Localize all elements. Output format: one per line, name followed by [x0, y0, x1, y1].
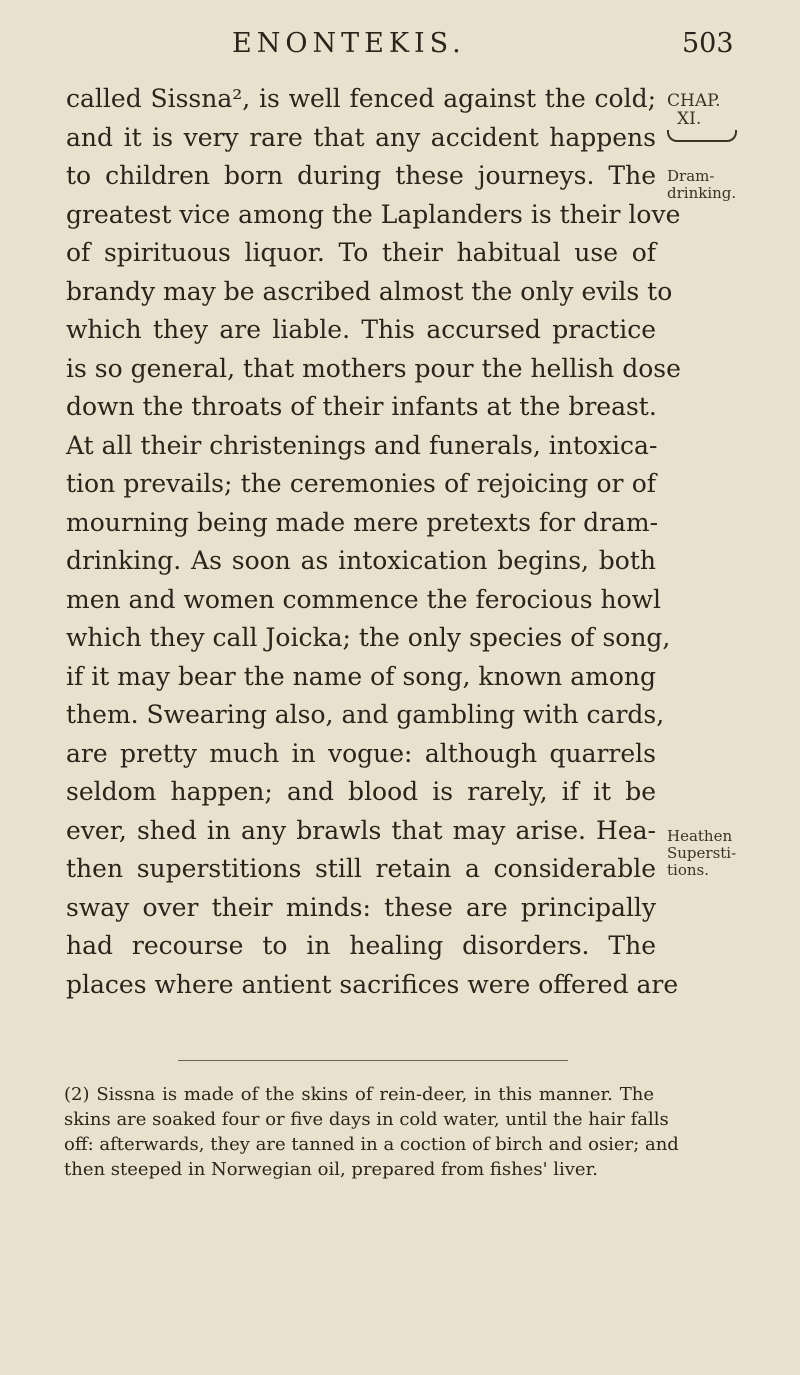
text-line: brandy may be ascribed almost the only evils to — [66, 276, 673, 306]
text-line: drinking. As soon as intoxication begins, both — [66, 546, 656, 575]
marginal-heathen-line3: tions. — [667, 861, 709, 879]
running-title: ENONTEKIS. — [232, 28, 466, 59]
text-line: men and women commence the ferocious howl — [66, 584, 662, 614]
text-line: them. Swearing also, and gambling with cards, — [66, 700, 665, 729]
text-line: seldom happen; and blood is rarely, if it be — [66, 777, 656, 806]
text-line: called Sissna², is well fenced against the cold; — [66, 84, 656, 113]
text-line: and it is very rare that any accident happens — [66, 122, 656, 152]
text-line: to children born during these journeys. The — [66, 161, 656, 190]
footnote-line: skins are soaked four or five days in cold water, until the hair falls — [64, 1109, 669, 1130]
chapter-number: XI. — [677, 109, 702, 129]
chapter-marginal — [667, 92, 795, 142]
text-line: sway over their minds: these are principally — [66, 892, 656, 922]
footnote-rule — [178, 1060, 568, 1061]
text-line: are pretty much in vogue: although quarrels — [66, 738, 656, 768]
text-line: then superstitions still retain a considerable — [66, 854, 656, 883]
text-line: which they call Joicka; the only species of song, — [66, 623, 671, 652]
marginal-heathen-line1: Heathen — [667, 827, 733, 845]
text-line: ever, shed in any brawls that may arise. Hea- — [66, 815, 656, 845]
text-line: which they are liable. This accursed practice — [66, 315, 656, 344]
text-line: tion prevails; the ceremonies of rejoicing or of — [66, 469, 656, 498]
text-line: places where antient sacrifices were offered are — [66, 969, 679, 999]
text-line: down the throats of their infants at the breast. — [66, 392, 657, 421]
text-line: had recourse to in healing disorders. The — [66, 931, 656, 960]
marginal-heathen-superstitions — [667, 828, 795, 879]
text-line: At all their christenings and funerals, intoxica- — [66, 430, 658, 460]
marginal-dram-line1: Dram- — [667, 167, 715, 185]
footnote — [64, 1082, 679, 1182]
marginal-dram-drinking — [667, 168, 795, 202]
text-line: if it may bear the name of song, known among — [66, 661, 656, 691]
chapter-label: CHAP. — [667, 91, 721, 111]
main-text — [66, 80, 681, 1004]
text-line: is so general, that mothers pour the hellish dose — [66, 353, 681, 383]
footnote-line: then steeped in Norwegian oil, prepared from fishes' liver. — [64, 1159, 598, 1180]
footnote-line: off: afterwards, they are tanned in a coction of birch and osier; and — [64, 1134, 679, 1155]
marginal-dram-line2: drinking. — [667, 184, 737, 202]
marginal-heathen-line2: Supersti- — [667, 844, 737, 862]
text-line: of spirituous liquor. To their habitual use of — [66, 238, 656, 267]
text-line: greatest vice among the Laplanders is their love — [66, 199, 681, 229]
page-number: 503 — [682, 28, 734, 59]
text-line: mourning being made mere pretexts for dram- — [66, 507, 659, 537]
running-head — [0, 28, 800, 68]
footnote-line: (2) Sissna is made of the skins of rein-deer, in this manner. The — [64, 1084, 654, 1105]
chapter-brace — [667, 130, 737, 142]
